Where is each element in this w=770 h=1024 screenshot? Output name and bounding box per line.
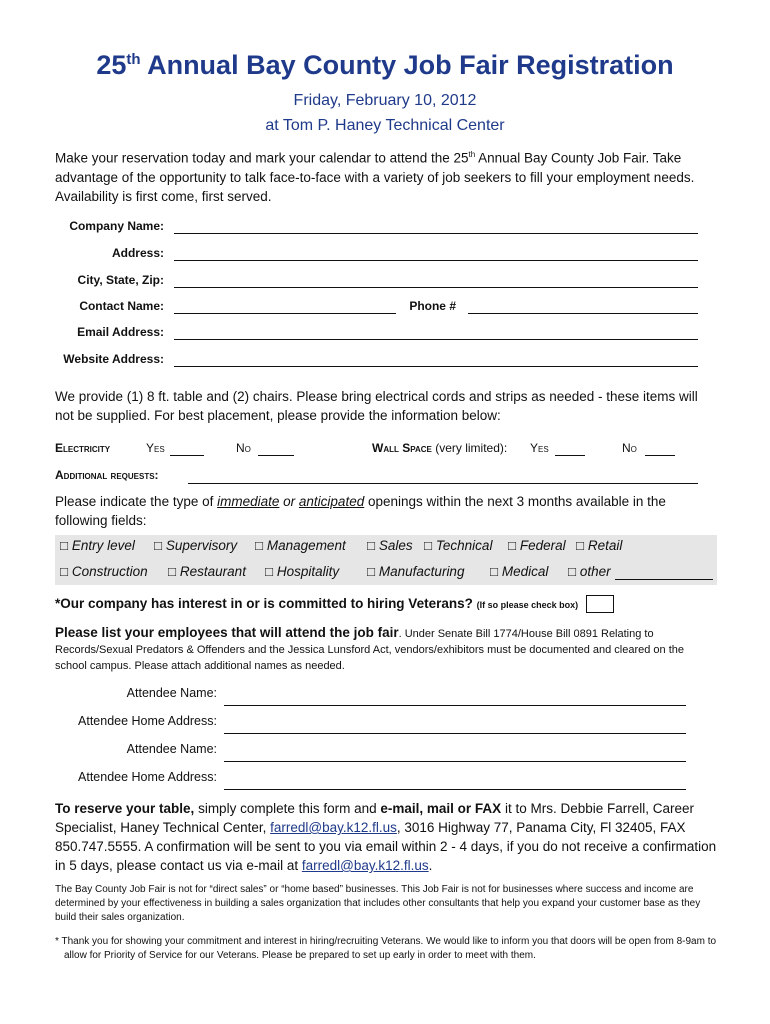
attendee-address-field-1[interactable] (224, 733, 686, 734)
wall-space-yes-label: Yes (530, 441, 549, 455)
option-manufacturing[interactable]: □ Manufacturing (367, 564, 465, 579)
email-link-1[interactable]: farredl@bay.k12.fl.us (270, 820, 397, 835)
city-state-zip-label: City, State, Zip: (77, 273, 164, 287)
disclaimer-paragraph: The Bay County Job Fair is not for “direct sales” or “home based” businesses. This Job Fair is not for businesses where success and income are determined by your effectiveness in building a sales organization that includes other consultants that help you expand your customer base as they build their sales organization. (55, 884, 701, 923)
additional-requests-field[interactable] (188, 483, 698, 484)
employees-paragraph: Please list your employees that will attend the job fair. Under Senate Bill 1774/House Bill 0891 Relating to Records/Sexual Predators & Offenders and the Jessica Lunsford Act, vendors/exhibitors must be documented and cleared on the school campus. Please attach additional names as needed. (55, 625, 684, 672)
electricity-no-field[interactable] (258, 455, 294, 456)
city-state-zip-field[interactable] (174, 287, 698, 288)
contact-name-field[interactable] (174, 313, 396, 314)
attendee-address-field-2[interactable] (224, 789, 686, 790)
electricity-yes-label: Yes (146, 441, 165, 455)
wall-space-no-label: No (622, 441, 637, 455)
electricity-yes-field[interactable] (170, 455, 204, 456)
option-supervisory[interactable]: □ Supervisory (154, 538, 238, 553)
email-link-2[interactable]: farredl@bay.k12.fl.us (301, 858, 429, 873)
additional-requests-label: Additional requests: (55, 468, 159, 482)
attendee-address-label-1: Attendee Home Address: (78, 714, 217, 728)
website-address-label: Website Address: (63, 352, 164, 366)
phone-label: Phone # (409, 299, 456, 313)
company-name-field[interactable] (174, 233, 698, 234)
veterans-question: *Our company has interest in or is committed to hiring Veterans? (If so please check box) (55, 596, 579, 611)
option-technical[interactable]: □ Technical (424, 538, 493, 553)
event-date: Friday, February 10, 2012 (293, 92, 477, 109)
wall-space-no-field[interactable] (645, 455, 675, 456)
electricity-no-label: No (236, 441, 251, 455)
event-location: at Tom P. Haney Technical Center (265, 117, 505, 134)
option-entry-level[interactable]: □ Entry level (60, 538, 135, 553)
intro-paragraph: Make your reservation today and mark your calendar to attend the 25th Annual Bay County Job Fair. Take advantage of the opportunity to talk face-to-face with a variety of job seekers to fill your employment needs. Availability is first come, first served. (55, 150, 695, 204)
attendee-address-label-2: Attendee Home Address: (78, 770, 217, 784)
option-hospitality[interactable]: □ Hospitality (265, 564, 340, 579)
option-restaurant[interactable]: □ Restaurant (168, 564, 246, 579)
website-address-field[interactable] (174, 366, 698, 367)
option-retail[interactable]: □ Retail (576, 538, 623, 553)
option-management[interactable]: □ Management (255, 538, 346, 553)
option-medical[interactable]: □ Medical (490, 564, 549, 579)
electricity-label: Electricity (55, 441, 111, 455)
attendee-name-field-2[interactable] (224, 761, 686, 762)
company-name-label: Company Name: (69, 219, 164, 233)
veterans-thanks-paragraph: * Thank you for showing your commitment and interest in hiring/recruiting Veterans. We would like to inform you that doors will be open from 8-9am to allow for Priority of Service for our Veterans. Please be prepared to set up early in order to meet with them. (55, 936, 717, 961)
option-other-field[interactable] (615, 579, 713, 580)
option-federal[interactable]: □ Federal (508, 538, 566, 553)
attendee-name-label-1: Attendee Name: (126, 686, 217, 700)
email-address-label: Email Address: (77, 325, 164, 339)
veterans-checkbox[interactable] (586, 595, 614, 613)
address-label: Address: (111, 246, 164, 260)
page-title: 25th Annual Bay County Job Fair Registration (96, 50, 674, 80)
attendee-name-label-2: Attendee Name: (126, 742, 217, 756)
attendee-name-field-1[interactable] (224, 705, 686, 706)
openings-paragraph: Please indicate the type of immediate or anticipated openings within the next 3 months available in the following fields: (55, 494, 666, 528)
provide-paragraph: We provide (1) 8 ft. table and (2) chairs. Please bring electrical cords and strips as needed - these items will not be supplied. For best placement, please provide the information below: (55, 389, 698, 423)
option-other[interactable]: □ other (568, 564, 611, 579)
contact-name-label: Contact Name: (79, 299, 164, 313)
option-sales[interactable]: □ Sales (367, 538, 413, 553)
reserve-paragraph: To reserve your table, simply complete this form and e-mail, mail or FAX it to Mrs. Debbie Farrell, Career Specialist, Haney Technical Center, farredl@bay.k12.fl.us, 3016 Highway 77, Panama City, Fl 32405, FAX 850.747.5555. A confirmation will be sent to you via email within 2 - 4 days, if you do not receive a confirmation in 5 days, please contact us via e-mail at farredl@bay.k12.fl.us. (55, 801, 717, 873)
wall-space-yes-field[interactable] (555, 455, 585, 456)
address-field[interactable] (174, 260, 698, 261)
phone-field[interactable] (468, 313, 698, 314)
option-construction[interactable]: □ Construction (60, 564, 148, 579)
wall-space-label: Wall Space (very limited): (372, 441, 508, 455)
email-address-field[interactable] (174, 339, 698, 340)
